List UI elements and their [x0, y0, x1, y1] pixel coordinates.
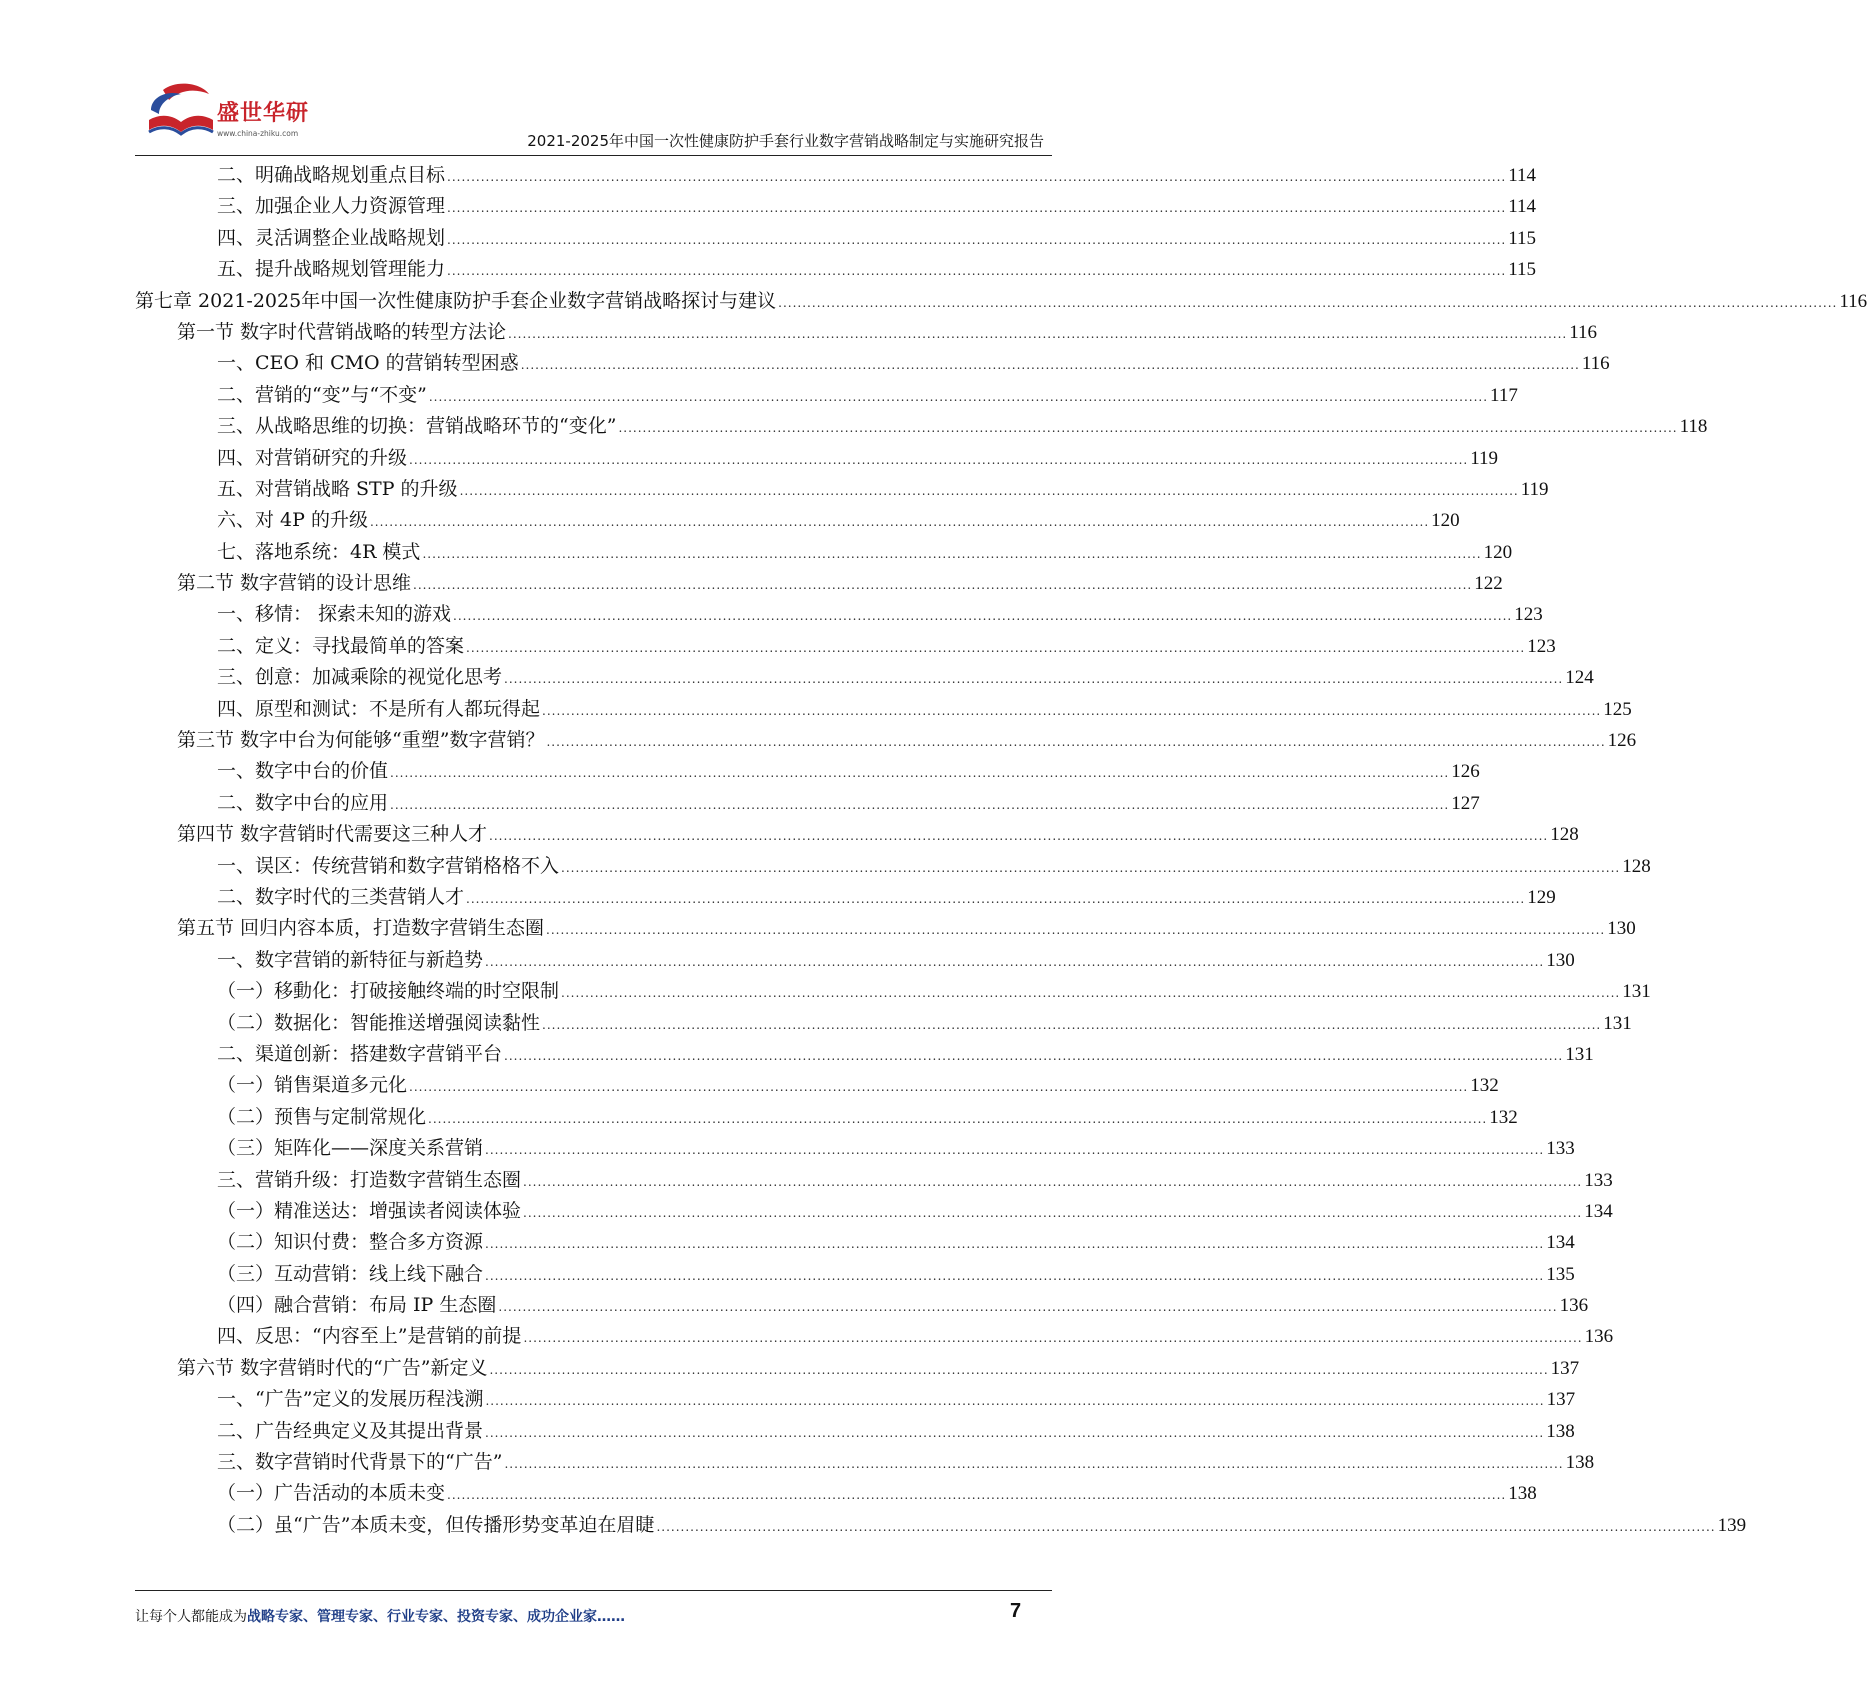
toc-entry[interactable] [135, 756, 1480, 787]
toc-entry-title: （二）数据化：智能推送增强阅读黏性 [217, 1011, 541, 1034]
toc-entry-title: 四、对营销研究的升级 [217, 446, 408, 469]
toc-entry-page: 129 [1527, 886, 1556, 908]
toc-entry-title: 二、明确战略规划重点目标 [217, 164, 446, 186]
toc-leader-dots: ............................................................................................................................................................................................................................ [523, 1174, 1583, 1189]
brand-book-icon [145, 80, 217, 142]
toc-leader-dots: ............................................................................................................................................................................................................................ [447, 201, 1507, 216]
toc-entry-page: 114 [1508, 196, 1536, 218]
toc-leader-dots: ............................................................................................................................................................................................................................ [561, 986, 1621, 1001]
toc-entry[interactable] [135, 505, 1460, 536]
table-of-contents [135, 160, 1867, 1541]
toc-entry[interactable] [135, 1447, 1595, 1478]
toc-entry[interactable] [135, 191, 1536, 222]
toc-entry[interactable] [135, 317, 1598, 348]
footer-slogan-highlight: 战略专家、管理专家、行业专家、投资专家、成功企业家…… [247, 1609, 625, 1625]
toc-entry-page: 136 [1584, 1326, 1614, 1348]
toc-entry[interactable] [135, 694, 1632, 725]
toc-entry[interactable] [135, 788, 1480, 819]
toc-entry-title: 第二节 数字营销的设计思维 [177, 572, 412, 595]
toc-entry-page: 126 [1607, 730, 1637, 752]
toc-entry-page: 138 [1565, 1452, 1595, 1474]
toc-leader-dots: ............................................................................................................................................................................................................................ [459, 483, 1519, 498]
footer-slogan [135, 1606, 625, 1626]
toc-leader-dots: ............................................................................................................................................................................................................................ [508, 326, 1568, 341]
toc-leader-dots: ............................................................................................................................................................................................................................ [447, 1488, 1507, 1503]
toc-entry[interactable] [135, 1321, 1614, 1352]
toc-entry-page: 133 [1584, 1169, 1613, 1191]
toc-leader-dots: ............................................................................................................................................................................................................................ [656, 1519, 1716, 1534]
toc-entry-page: 119 [1470, 447, 1498, 469]
toc-entry-page: 132 [1489, 1106, 1518, 1128]
toc-entry-page: 125 [1603, 698, 1632, 720]
toc-entry[interactable] [135, 474, 1549, 505]
toc-entry[interactable] [135, 1259, 1575, 1290]
toc-leader-dots: ............................................................................................................................................................................................................................ [447, 170, 1507, 184]
toc-entry-page: 134 [1546, 1232, 1575, 1254]
toc-entry[interactable] [135, 411, 1708, 442]
toc-entry-page: 114 [1508, 165, 1536, 186]
toc-entry[interactable] [135, 568, 1503, 599]
toc-entry-page: 127 [1451, 792, 1480, 814]
toc-entry-page: 123 [1527, 635, 1556, 657]
toc-entry-page: 128 [1550, 824, 1579, 846]
toc-leader-dots: ............................................................................................................................................................................................................................ [409, 1080, 1469, 1095]
toc-entry-page: 139 [1717, 1514, 1747, 1536]
toc-entry-title: 三、营销升级：打造数字营销生态圈 [217, 1168, 522, 1191]
toc-entry-page: 120 [1483, 541, 1513, 563]
toc-entry[interactable] [135, 1478, 1537, 1509]
toc-leader-dots: ............................................................................................................................................................................................................................ [422, 546, 1482, 561]
toc-leader-dots: ............................................................................................................................................................................................................................ [561, 860, 1621, 875]
toc-entry[interactable] [135, 599, 1543, 630]
toc-entry-title: 四、原型和测试：不是所有人都玩得起 [217, 697, 541, 720]
toc-entry-title: 二、定义：寻找最简单的答案 [217, 634, 465, 657]
toc-entry-page: 122 [1474, 573, 1503, 595]
toc-entry-page: 138 [1508, 1483, 1537, 1505]
page-header [135, 78, 1052, 158]
toc-leader-dots: ............................................................................................................................................................................................................................ [447, 264, 1507, 279]
toc-leader-dots: ............................................................................................................................................................................................................................ [485, 1268, 1545, 1283]
toc-leader-dots: ............................................................................................................................................................................................................................ [542, 703, 1602, 718]
toc-entry[interactable] [135, 223, 1536, 254]
toc-entry-page: 116 [1569, 321, 1598, 343]
toc-entry[interactable] [135, 1165, 1613, 1196]
toc-leader-dots: ............................................................................................................................................................................................................................ [390, 797, 1450, 812]
toc-leader-dots: ............................................................................................................................................................................................................................ [409, 452, 1469, 467]
toc-entry-title: 一、数字营销的新特征与新趋势 [217, 948, 484, 971]
toc-entry-title: 三、从战略思维的切换：营销战略环节的“变化” [217, 415, 617, 438]
toc-entry-page: 126 [1451, 761, 1480, 783]
toc-entry[interactable] [135, 1510, 1747, 1541]
toc-entry-title: （四）融合营销：布局 IP 生态圈 [217, 1294, 497, 1317]
page-number: 7 [1010, 1600, 1022, 1622]
toc-leader-dots: ............................................................................................................................................................................................................................ [485, 1394, 1545, 1409]
toc-entry[interactable] [135, 913, 1636, 944]
toc-entry[interactable] [135, 380, 1518, 411]
toc-entry-page: 138 [1546, 1420, 1575, 1442]
toc-entry[interactable] [135, 1102, 1518, 1133]
toc-leader-dots: ............................................................................................................................................................................................................................ [778, 295, 1838, 310]
toc-entry[interactable] [135, 1416, 1575, 1447]
report-title: 2021-2025年中国一次性健康防护手套行业数字营销战略制定与实施研究报告 [527, 132, 1044, 150]
toc-leader-dots: ............................................................................................................................................................................................................................ [390, 766, 1450, 781]
toc-leader-dots: ............................................................................................................................................................................................................................ [504, 672, 1564, 687]
toc-entry-title: （一）移動化：打破接触终端的时空限制 [217, 980, 560, 1003]
toc-leader-dots: ............................................................................................................................................................................................................................ [485, 1237, 1545, 1252]
toc-entry-page: 115 [1508, 227, 1536, 249]
toc-entry[interactable] [135, 976, 1651, 1007]
toc-entry-title: 六、对 4P 的升级 [217, 509, 368, 532]
toc-entry-title: 二、广告经典定义及其提出背景 [217, 1419, 484, 1442]
toc-entry[interactable] [135, 945, 1575, 976]
toc-entry[interactable] [135, 819, 1579, 850]
toc-entry-title: 第六节 数字营销时代的“广告”新定义 [177, 1356, 488, 1379]
toc-entry-title: 二、渠道创新：搭建数字营销平台 [217, 1042, 503, 1065]
toc-leader-dots: ............................................................................................................................................................................................................................ [453, 609, 1513, 624]
toc-entry-page: 130 [1607, 918, 1636, 940]
toc-entry-title: 第七章 2021-2025年中国一次性健康防护手套企业数字营销战略探讨与建议 [135, 289, 777, 312]
toc-entry-page: 135 [1546, 1263, 1575, 1285]
toc-entry-title: （一）精准送达：增强读者阅读体验 [217, 1199, 522, 1222]
toc-entry-page: 120 [1431, 510, 1460, 532]
toc-leader-dots: ............................................................................................................................................................................................................................ [489, 1362, 1549, 1377]
toc-entry-page: 134 [1584, 1200, 1613, 1222]
toc-leader-dots: ............................................................................................................................................................................................................................ [466, 640, 1526, 655]
footer-divider [135, 1590, 1052, 1591]
toc-entry-page: 137 [1550, 1357, 1580, 1379]
toc-entry[interactable] [135, 631, 1556, 662]
toc-entry-title: 三、数字营销时代背景下的“广告” [217, 1451, 503, 1474]
toc-leader-dots: ............................................................................................................................................................................................................................ [546, 923, 1606, 938]
toc-leader-dots: ............................................................................................................................................................................................................................ [546, 735, 1606, 750]
header-divider [135, 155, 1052, 156]
toc-entry[interactable] [135, 725, 1637, 756]
toc-leader-dots: ............................................................................................................................................................................................................................ [504, 1457, 1564, 1472]
toc-entry-title: （三）互动营销：线上线下融合 [217, 1262, 484, 1285]
toc-entry[interactable] [135, 1290, 1589, 1321]
toc-entry-title: 一、数字中台的价值 [217, 760, 389, 783]
toc-entry-page: 115 [1508, 259, 1536, 281]
toc-entry[interactable] [135, 662, 1594, 693]
toc-entry-title: 三、加强企业人力资源管理 [217, 195, 446, 218]
toc-leader-dots: ............................................................................................................................................................................................................................ [485, 1425, 1545, 1440]
toc-entry-title: 第三节 数字中台为何能够“重塑”数字营销？ [177, 729, 545, 752]
toc-entry-page: 131 [1622, 981, 1651, 1003]
toc-entry[interactable] [135, 1227, 1575, 1258]
toc-entry-title: 二、数字中台的应用 [217, 791, 389, 814]
toc-leader-dots: ............................................................................................................................................................................................................................ [504, 1048, 1564, 1063]
toc-entry[interactable] [135, 1070, 1499, 1101]
toc-entry-title: （二）预售与定制常规化 [217, 1105, 427, 1128]
toc-entry-page: 130 [1546, 949, 1575, 971]
toc-entry[interactable] [135, 1353, 1580, 1384]
toc-entry[interactable] [135, 1133, 1575, 1164]
toc-entry-page: 118 [1679, 416, 1708, 438]
toc-leader-dots: ............................................................................................................................................................................................................................ [498, 1300, 1558, 1315]
toc-leader-dots: ............................................................................................................................................................................................................................ [466, 891, 1526, 906]
toc-entry-page: 116 [1581, 353, 1610, 375]
toc-leader-dots: ............................................................................................................................................................................................................................ [428, 1111, 1488, 1126]
toc-entry-page: 136 [1559, 1295, 1589, 1317]
toc-entry-title: 二、数字时代的三类营销人才 [217, 885, 465, 908]
toc-entry-page: 132 [1470, 1075, 1499, 1097]
toc-entry-page: 119 [1520, 478, 1549, 500]
toc-entry[interactable] [135, 882, 1556, 913]
toc-entry-title: 四、灵活调整企业战略规划 [217, 226, 446, 249]
toc-entry[interactable] [135, 443, 1498, 474]
toc-entry-page: 124 [1565, 667, 1594, 689]
toc-entry-title: 一、误区：传统营销和数字营销格格不入 [217, 854, 560, 877]
toc-entry[interactable] [135, 1008, 1632, 1039]
toc-entry-page: 137 [1546, 1389, 1576, 1411]
toc-entry-page: 128 [1622, 855, 1651, 877]
toc-entry-title: 二、营销的“变”与“不变” [217, 383, 427, 406]
toc-entry[interactable] [135, 851, 1651, 882]
toc-leader-dots: ............................................................................................................................................................................................................................ [542, 1017, 1602, 1032]
toc-leader-dots: ............................................................................................................................................................................................................................ [485, 954, 1545, 969]
toc-leader-dots: ............................................................................................................................................................................................................................ [489, 829, 1549, 844]
toc-leader-dots: ............................................................................................................................................................................................................................ [523, 1205, 1583, 1220]
toc-entry-page: 133 [1546, 1138, 1575, 1160]
toc-leader-dots: ............................................................................................................................................................................................................................ [413, 578, 1473, 593]
toc-entry-page: 117 [1490, 384, 1518, 406]
toc-entry-page: 131 [1565, 1043, 1594, 1065]
toc-entry-title: 第四节 数字营销时代需要这三种人才 [177, 823, 488, 846]
toc-entry-title: 一、CEO 和 CMO 的营销转型困惑 [217, 352, 519, 375]
toc-leader-dots: ............................................................................................................................................................................................................................ [485, 1143, 1545, 1158]
toc-leader-dots: ............................................................................................................................................................................................................................ [428, 389, 1489, 404]
toc-entry-title: 四、反思：“内容至上”是营销的前提 [217, 1325, 522, 1348]
toc-leader-dots: ............................................................................................................................................................................................................................ [520, 358, 1580, 373]
toc-leader-dots: ............................................................................................................................................................................................................................ [369, 515, 1430, 530]
brand-url: www.china-zhiku.com [217, 129, 299, 138]
toc-leader-dots: ............................................................................................................................................................................................................................ [447, 232, 1507, 247]
toc-entry[interactable] [135, 254, 1536, 285]
toc-entry-title: 一、移情： 探索未知的游戏 [217, 603, 452, 626]
toc-entry[interactable] [135, 1384, 1576, 1415]
toc-entry-title: （二）知识付费：整合多方资源 [217, 1231, 484, 1254]
toc-entry-title: （一）广告活动的本质未变 [217, 1482, 446, 1505]
toc-entry[interactable] [135, 160, 1536, 191]
toc-entry-title: （二）虽“广告”本质未变，但传播形势变革迫在眉睫 [217, 1513, 655, 1536]
toc-entry[interactable] [135, 1196, 1613, 1227]
toc-entry-page: 116 [1839, 290, 1867, 312]
toc-entry-title: 第一节 数字时代营销战略的转型方法论 [177, 320, 507, 343]
toc-entry-title: 五、提升战略规划管理能力 [217, 258, 446, 281]
toc-entry[interactable] [135, 286, 1867, 317]
toc-entry-title: 一、“广告”定义的发展历程浅溯 [217, 1388, 484, 1411]
toc-entry[interactable] [135, 537, 1513, 568]
toc-leader-dots: ............................................................................................................................................................................................................................ [618, 421, 1678, 436]
toc-entry-title: （一）销售渠道多元化 [217, 1074, 408, 1097]
toc-leader-dots: ............................................................................................................................................................................................................................ [523, 1331, 1583, 1346]
toc-entry-page: 131 [1603, 1012, 1632, 1034]
brand-name: 盛世华研 [217, 101, 310, 126]
toc-entry-title: 五、对营销战略 STP 的升级 [217, 477, 458, 500]
toc-entry-title: 三、创意：加减乘除的视觉化思考 [217, 666, 503, 689]
toc-entry-page: 123 [1514, 604, 1543, 626]
toc-entry-title: 第五节 回归内容本质，打造数字营销生态圈 [177, 917, 545, 940]
brand-logo [145, 80, 335, 150]
toc-entry-title: 七、落地系统：4R 模式 [217, 540, 421, 563]
toc-entry-title: （三）矩阵化——深度关系营销 [217, 1137, 484, 1160]
toc-entry[interactable] [135, 348, 1610, 379]
footer-slogan-prefix: 让每个人都能成为 [135, 1609, 247, 1625]
toc-entry[interactable] [135, 1039, 1594, 1070]
